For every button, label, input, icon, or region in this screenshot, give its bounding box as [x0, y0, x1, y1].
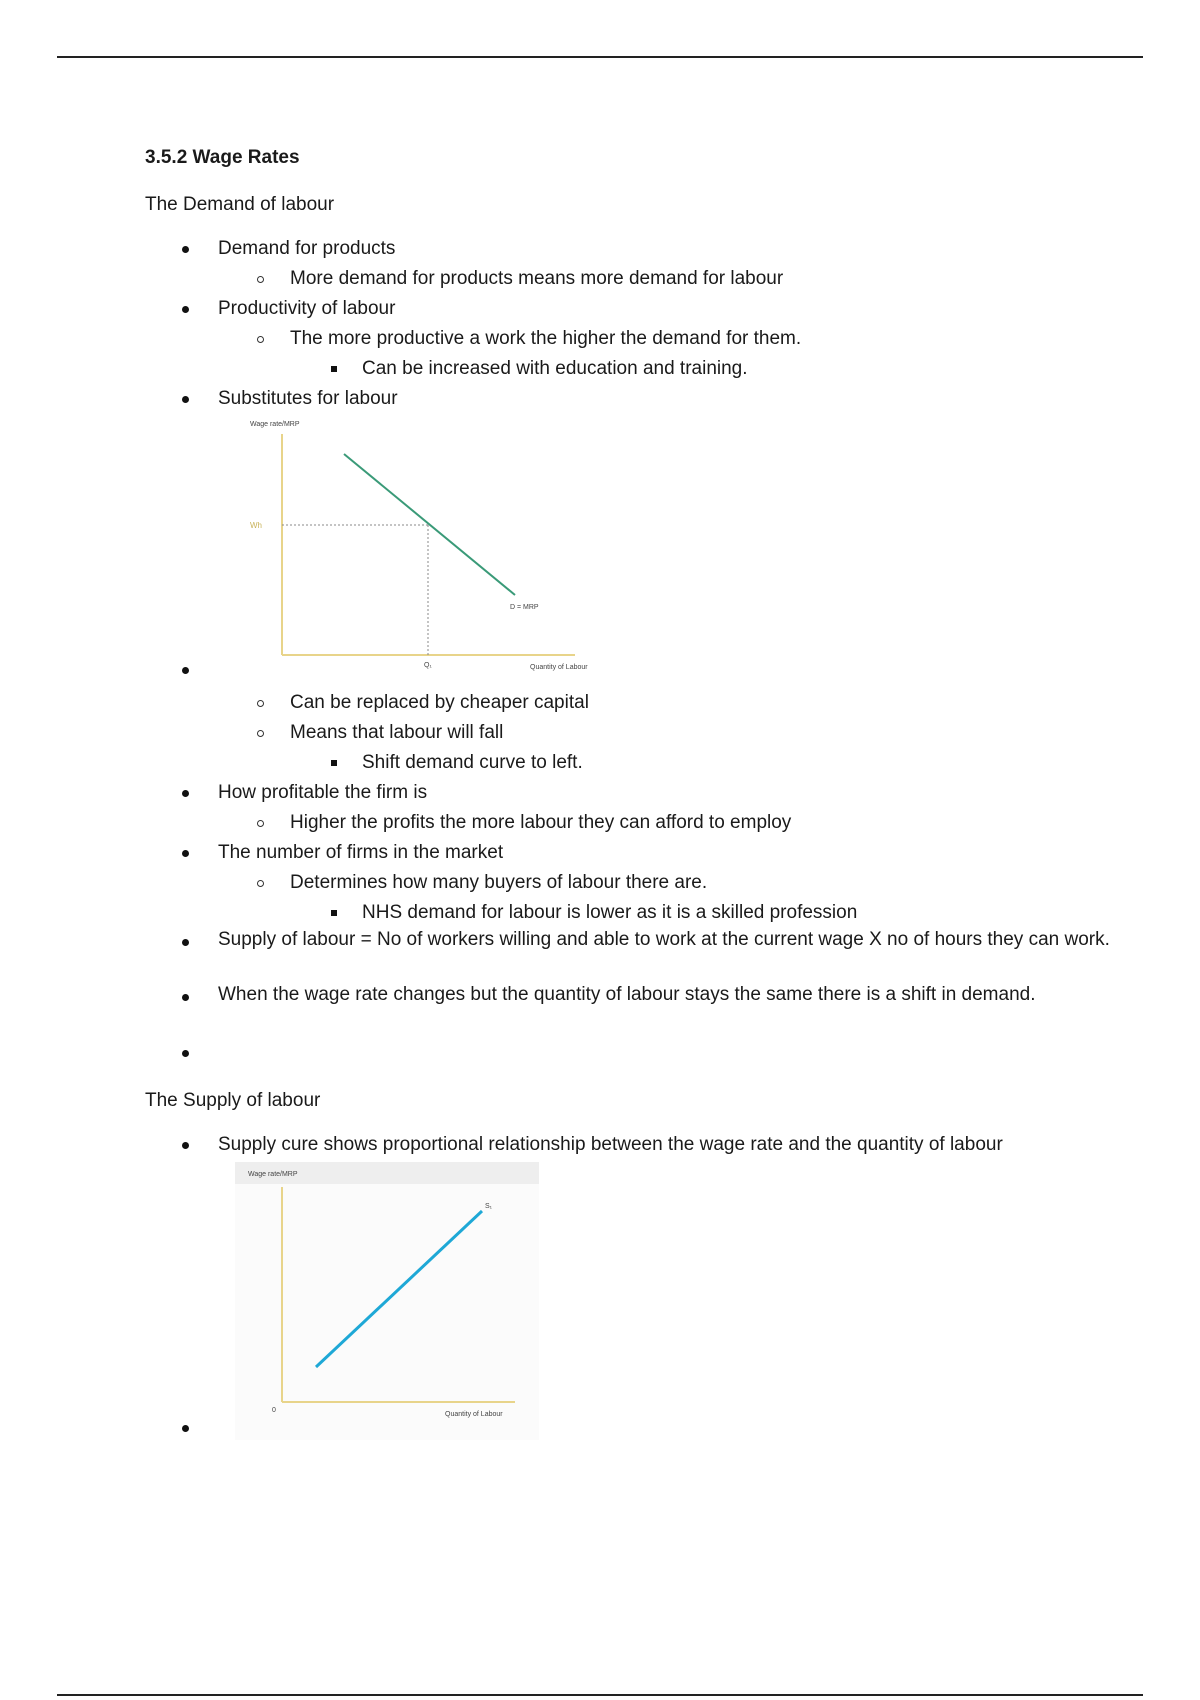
- bullet: [331, 366, 337, 372]
- list-item: NHS demand for labour is lower as it is a skilled profession: [362, 902, 858, 923]
- top-rule: [57, 56, 1143, 58]
- supply-graph-y-label: Wage rate/MRP: [248, 1171, 298, 1178]
- list-item: Shift demand curve to left.: [362, 752, 583, 773]
- supply-heading: The Supply of labour: [145, 1090, 321, 1111]
- demand-graph: [240, 414, 600, 674]
- demand-curve: [344, 454, 515, 595]
- list-item: Can be increased with education and training.: [362, 358, 748, 379]
- bullet: [182, 667, 189, 674]
- list-item: The number of firms in the market: [218, 842, 504, 863]
- bullet: [257, 880, 264, 887]
- bullet: [182, 306, 189, 313]
- demand-heading: The Demand of labour: [145, 194, 335, 215]
- list-item: The more productive a work the higher the demand for them.: [290, 328, 802, 349]
- bullet: [257, 336, 264, 343]
- bullet: [257, 730, 264, 737]
- demand-graph-w-label: Wh: [250, 521, 262, 530]
- bullet: [331, 760, 337, 766]
- bullet: [182, 850, 189, 857]
- list-item: Determines how many buyers of labour there are.: [290, 872, 708, 893]
- supply-graph-origin-label: 0: [272, 1407, 276, 1414]
- bullet: [182, 396, 189, 403]
- supply-graph-curve-label: S₁: [485, 1203, 493, 1210]
- bullet: [182, 1425, 189, 1432]
- list-item: Supply of labour = No of workers willing and able to work at the current wage X no of hours they can work.: [218, 929, 1110, 950]
- bullet: [257, 700, 264, 707]
- list-item: When the wage rate changes but the quantity of labour stays the same there is a shift in demand.: [218, 984, 1036, 1005]
- bullet: [331, 910, 337, 916]
- list-item: Substitutes for labour: [218, 388, 398, 409]
- supply-graph-x-label: Quantity of Labour: [445, 1411, 503, 1418]
- bottom-rule: [57, 1694, 1143, 1696]
- bullet: [182, 246, 189, 253]
- list-item: Demand for products: [218, 238, 396, 259]
- list-item: Supply cure shows proportional relationship between the wage rate and the quantity of labour: [218, 1134, 1003, 1155]
- demand-graph-q-label: Q₁: [424, 662, 432, 669]
- list-item: More demand for products means more demand for labour: [290, 268, 784, 289]
- list-item: How profitable the firm is: [218, 782, 428, 803]
- bullet: [182, 1142, 189, 1149]
- bullet: [257, 276, 264, 283]
- bullet: [182, 1050, 189, 1057]
- list-item: Productivity of labour: [218, 298, 396, 319]
- supply-graph: [235, 1162, 539, 1440]
- demand-graph-y-label: Wage rate/MRP: [250, 421, 300, 428]
- bullet: [182, 939, 189, 946]
- bullet: [182, 994, 189, 1001]
- bullet: [182, 790, 189, 797]
- list-item: Can be replaced by cheaper capital: [290, 692, 589, 713]
- bullet: [257, 820, 264, 827]
- demand-graph-x-label: Quantity of Labour: [530, 664, 588, 671]
- demand-graph-curve-label: D = MRP: [510, 604, 539, 611]
- list-item: Higher the profits the more labour they can afford to employ: [290, 812, 792, 833]
- section-title: 3.5.2 Wage Rates: [145, 147, 300, 168]
- list-item: Means that labour will fall: [290, 722, 504, 743]
